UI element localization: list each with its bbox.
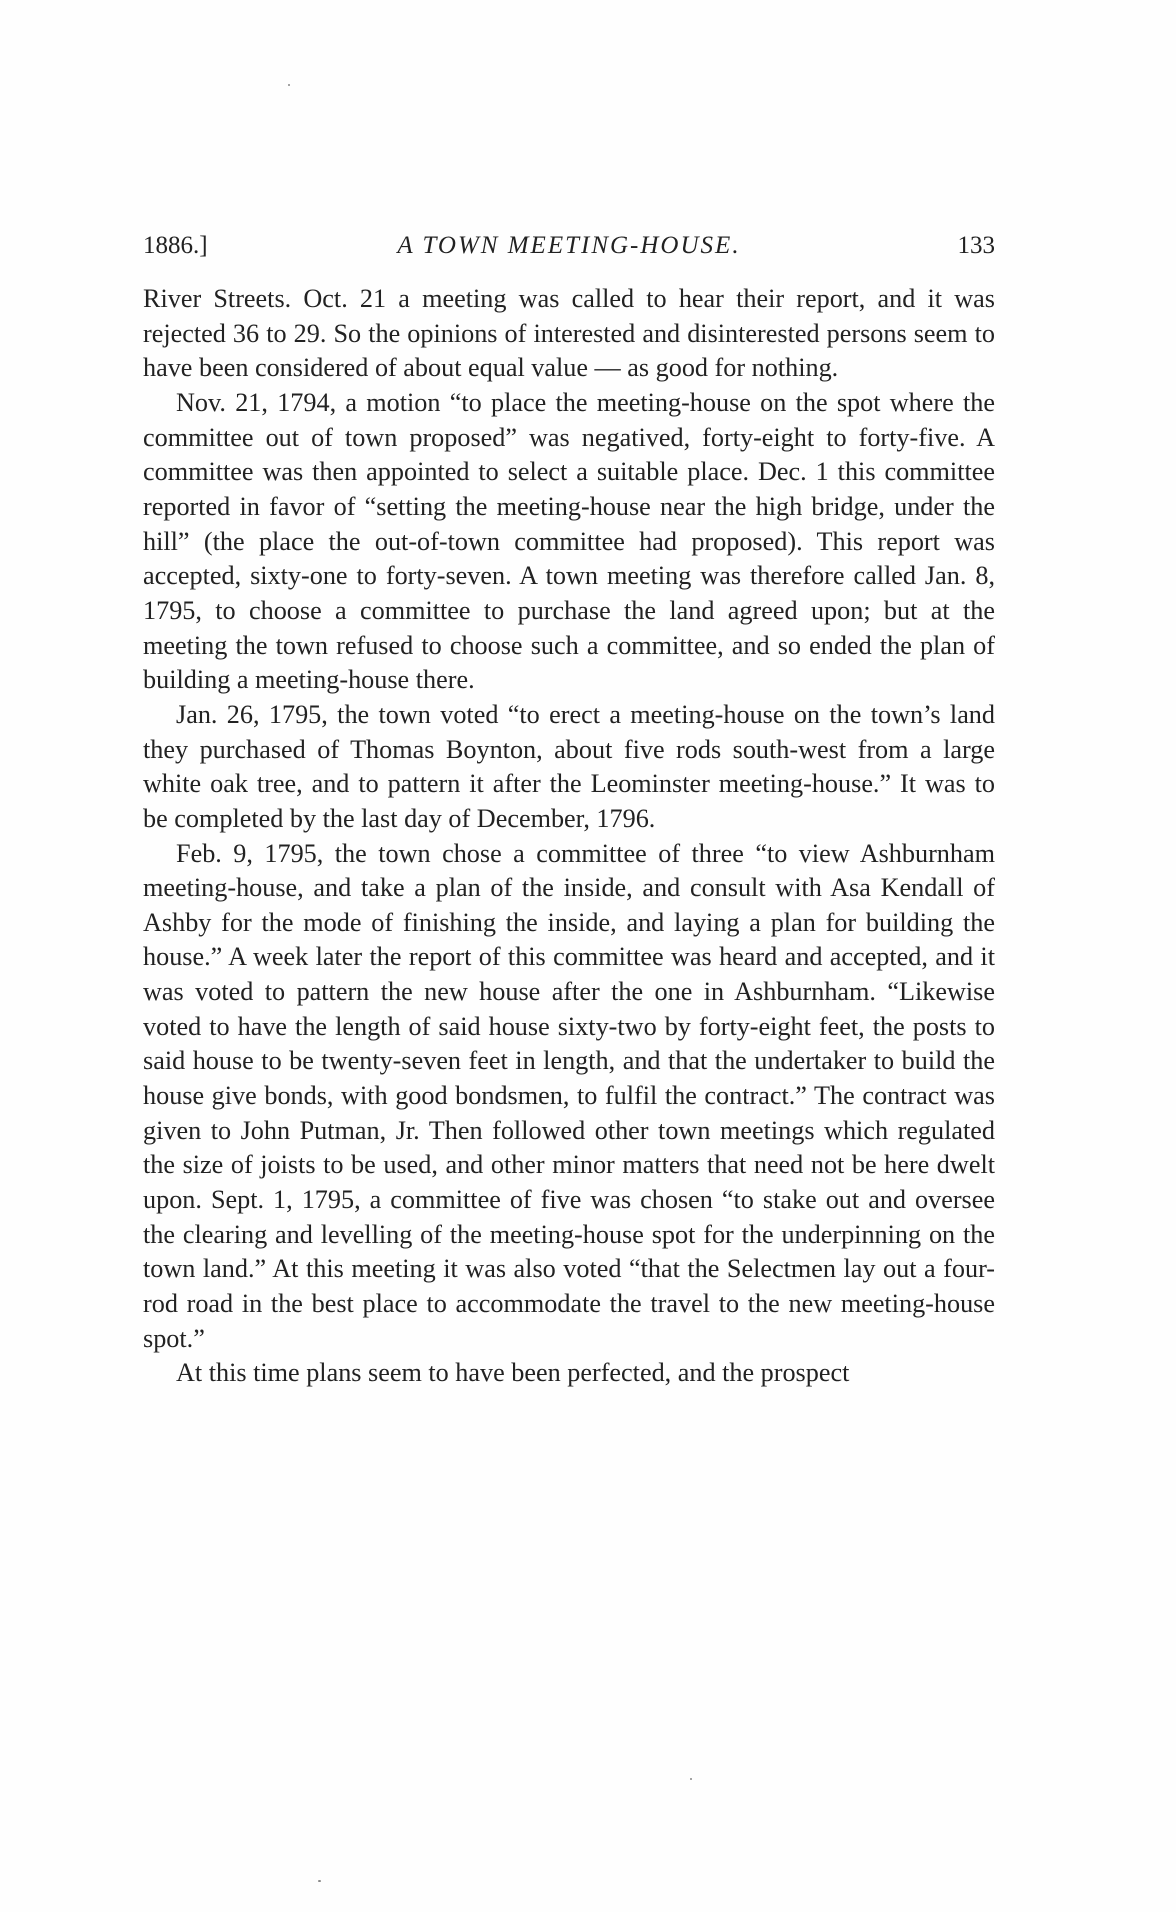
paragraph-3: Jan. 26, 1795, the town voted “to erect a meeting-house on the town’s land they purchased of Thomas Boynton, about five rods south-west from a large white oak tree, and to pattern it after the Leominster meeting-house.” It was to be completed by the last day of December, 1796. (143, 699, 995, 833)
page-number: 133 (957, 232, 995, 259)
paragraph-4: Feb. 9, 1795, the town chose a committee of three “to view Ashburnham meeting-house, and take a plan of the inside, and consult with Asa Kendall of Ashby for the mode of finishing the inside, and laying a plan for building the house.” A week later the report of this committee was heard and accepted, and it was voted to pattern the new house after the one in Ashburnham. “Likewise voted to have the length of said house sixty-two by forty-eight feet, the posts to said house to be twenty-seven feet in length, and that the undertaker to build the house give bonds, with good bondsmen, to fulfil the contract.” The contract was given to John Putman, Jr. Then followed other town meetings which regulated the size of joists to be used, and other minor matters that need not be here dwelt upon. Sept. 1, 1795, a committee of five was chosen “to stake out and oversee the clearing and levelling of the meeting-house spot for the underpinning on the town land.” At this meeting it was also voted “that the Selectmen lay out a four-rod road in the best place to accommodate the travel to the new meeting-house spot.” (143, 838, 995, 1353)
body-text (143, 282, 995, 1391)
paper-speck (690, 1778, 692, 1780)
header-year: 1886.] (143, 232, 208, 259)
paragraph-5: At this time plans seem to have been perfected, and the prospect (176, 1358, 850, 1388)
paragraph-1: River Streets. Oct. 21 a meeting was called to hear their report, and it was rejected 36 to 29. So the opinions of interested and disinterested persons seem to have been considered of about equal value — as good for nothing. (143, 284, 995, 383)
paper-speck (288, 84, 290, 86)
paragraph-2: Nov. 21, 1794, a motion “to place the meeting-house on the spot where the committee out of town proposed” was negatived, forty-eight to forty-five. A committee was then appointed to select a suitable place. Dec. 1 this committee reported in favor of “setting the meeting-house near the high bridge, under the hill” (the place the out-of-town committee had proposed). This report was accepted, sixty-one to forty-seven. A town meeting was therefore called Jan. 8, 1795, to choose a committee to purchase the land agreed upon; but at the meeting the town refused to choose such a committee, and so ended the plan of building a meeting-house there. (143, 387, 995, 695)
running-header (143, 228, 995, 264)
header-title: A TOWN MEETING-HOUSE. (397, 232, 741, 259)
paper-speck (318, 1880, 321, 1882)
